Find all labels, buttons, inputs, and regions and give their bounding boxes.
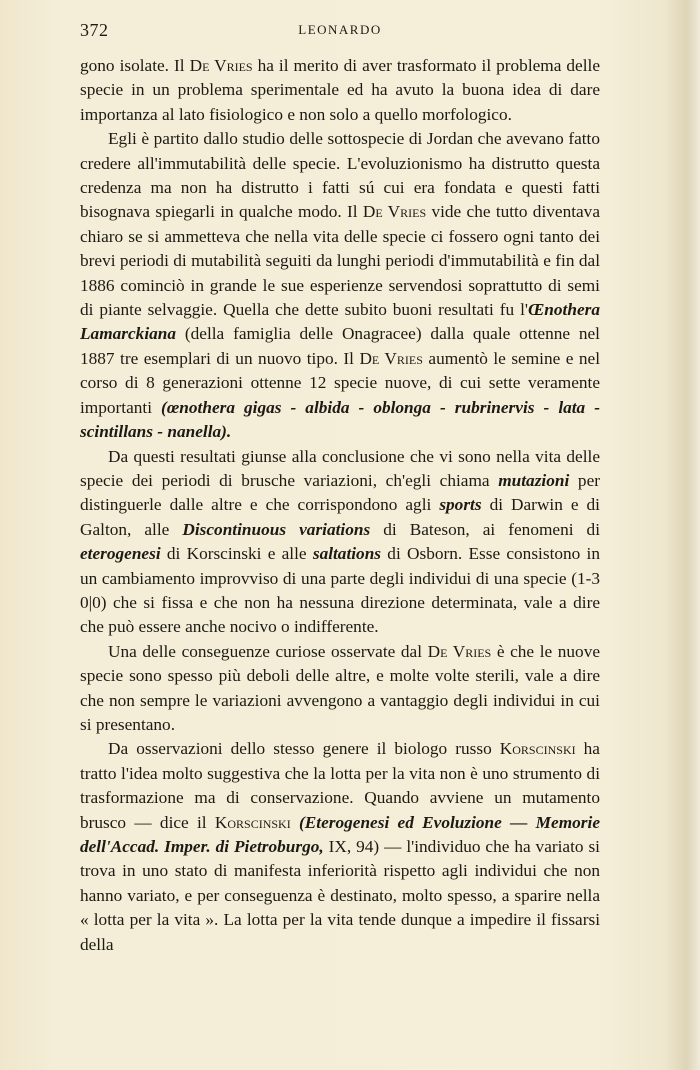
small-caps-name: Korscinski xyxy=(214,812,291,832)
italic-term: sports xyxy=(439,495,482,515)
text-run: è che le nuove specie sono spesso più deboli delle altre, e molte volte sterili, vale a dire che non sempre le variazioni avvengono a vantaggio degli individui in cui si presentano. xyxy=(80,641,601,734)
text-run: aumentò le semine e nel corso di 8 generazioni ottenne 12 specie nuove, di cui sette veramente importanti xyxy=(80,348,601,417)
text-run: per distinguerle dalle altre e che corrispondono agli xyxy=(80,470,600,515)
paragraph xyxy=(80,737,600,957)
text-run: ha tratto l'idea molto suggestiva che la lotta per la vita non è uno strumento di trasformazione ma di conservazione. Quando avviene un mutamento brusco — dice il xyxy=(80,739,600,832)
text-run: IX, 94) — l'individuo che ha variato si trova in uno stato di manifesta inferiorità rispetto agli individui che non hanno variato, e per conseguenza è destinato, molto spesso, a sparire nella « lotta per la vita ». La lotta per la vita tende dunque a impedire il fissarsi della xyxy=(80,837,600,954)
paragraph xyxy=(80,127,600,444)
page-number: 372 xyxy=(80,20,109,40)
italic-term: (Eterogenesi ed Evoluzione — Memorie dell'Accad. Imper. di Pietroburgo, xyxy=(80,812,601,856)
italic-term: eterogenesi xyxy=(80,544,161,564)
italic-term: Œnothera Lamarckiana xyxy=(80,300,600,344)
italic-term: Discontinuous variations xyxy=(182,519,371,539)
running-head: LEONARDO xyxy=(298,22,382,37)
text-run: ha il merito di aver trasformato il problema delle specie in un problema sperimentale ed ha avuto la buona idea di dare importanza al lato fisiologico e non solo a quello morfologico. xyxy=(80,56,601,124)
small-caps-name: De Vries xyxy=(427,641,492,661)
text-run: Da questi resultati giunse alla conclusione che vi sono nella vita delle specie dei periodi di brusche variazioni, ch'egli chiama xyxy=(80,446,600,490)
text-run: di Osborn. Esse consistono in un cambiamento improvviso di una parte degli individui di una specie (1-3 0|0) che si fissa e che non ha nessuna direzione determinata, vale a dire che può essere anche nocivo o indifferente. xyxy=(80,544,600,637)
small-caps-name: De Vries xyxy=(189,56,253,75)
paragraph xyxy=(80,445,600,640)
small-caps-name: De Vries xyxy=(359,348,423,368)
text-run: gono isolate. Il xyxy=(80,56,190,75)
text-run: Una delle conseguenze curiose osservate dal xyxy=(108,641,428,661)
page-header xyxy=(80,20,600,42)
small-caps-name: Korscinski xyxy=(499,739,576,759)
italic-term: saltations xyxy=(312,544,382,564)
text-run: vide che tutto diventava chiaro se si ammetteva che nella vita delle specie ci fossero ogni tanto dei brevi periodi di mutabilità seguiti da lunghi periodi d'immutabilità e fin dal 1886 cominciò in grande le sue esperienze servendosi soprattutto di semi di piante selvaggie. Quella che dette subito buoni resultati fu l' xyxy=(80,202,600,320)
text-run xyxy=(291,813,299,832)
small-caps-name: De Vries xyxy=(362,202,427,222)
text-run: (della famiglia delle Onagracee) dalla quale ottenne nel 1887 tre esemplari di un nuovo tipo. Il xyxy=(80,324,600,368)
italic-term: mutazioni xyxy=(498,470,570,490)
text-run: di Bateson, ai fenomeni di xyxy=(370,519,600,539)
text-run: Egli è partito dallo studio delle sottospecie di Jordan che avevano fatto credere all'immutabilità delle specie. L'evoluzionismo ha distrutto questa credenza ma non ha distrutto i fatti sú cui era fondata e questi fatti bisognava spiegarli in qualche modo. Il xyxy=(80,129,600,222)
paragraph xyxy=(80,640,600,738)
italic-term: (œnothera gigas - albida - oblonga - rubrinervis - lata - scintillans - nanella). xyxy=(80,397,600,442)
body-text xyxy=(80,54,600,957)
page-edge-shadow xyxy=(666,0,700,1070)
text-run: di Darwin e di Galton, alle xyxy=(80,495,600,539)
paragraph xyxy=(80,54,600,127)
text-run: Da osservazioni dello stesso genere il biologo russo xyxy=(108,739,500,759)
text-run: di Korscinski e alle xyxy=(160,544,313,564)
